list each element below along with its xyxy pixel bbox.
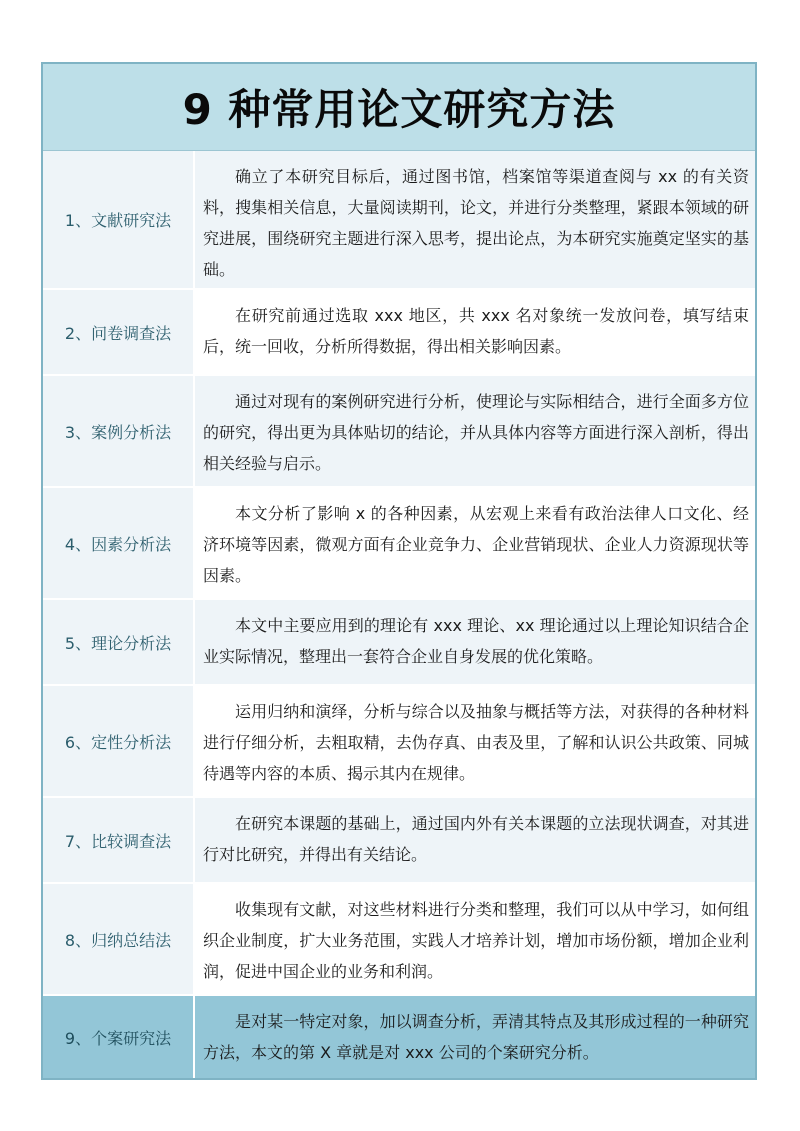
page-title: 9 种常用论文研究方法 <box>43 64 755 151</box>
method-description: 运用归纳和演绎，分析与综合以及抽象与概括等方法，对获得的各种材料进行仔细分析，去粗取精，去伪存真、由表及里，了解和认识公共政策、同城待遇等内容的本质、揭示其内在规律。 <box>203 702 749 783</box>
method-description: 在研究前通过选取 xxx 地区，共 xxx 名对象统一发放问卷，填写结束后，统一回收，分析所得数据，得出相关影响因素。 <box>203 306 749 356</box>
method-label: 3、案例分析法 <box>43 376 195 486</box>
method-description: 收集现有文献，对这些材料进行分类和整理，我们可以从中学习，如何组织企业制度，扩大业务范围，实践人才培养计划，增加市场份额，增加企业利润，促进中国企业的业务和利润。 <box>203 900 749 981</box>
method-label: 2、问卷调查法 <box>43 290 195 374</box>
method-label: 7、比较调查法 <box>43 798 195 882</box>
method-label: 9、个案研究法 <box>43 996 195 1078</box>
table-row <box>43 600 755 686</box>
table-row <box>43 884 755 996</box>
method-description: 本文中主要应用到的理论有 xxx 理论、xx 理论通过以上理论知识结合企业实际情况，整理出一套符合企业自身发展的优化策略。 <box>203 616 749 666</box>
method-label: 6、定性分析法 <box>43 686 195 796</box>
method-label: 5、理论分析法 <box>43 600 195 684</box>
method-description: 在研究本课题的基础上，通过国内外有关本课题的立法现状调查，对其进行对比研究，并得出有关结论。 <box>203 814 749 864</box>
method-label: 4、因素分析法 <box>43 488 195 598</box>
table-row <box>43 376 755 488</box>
table-row <box>43 290 755 376</box>
methods-table <box>41 62 757 1080</box>
table-row <box>43 996 755 1078</box>
table-row <box>43 686 755 798</box>
method-description: 本文分析了影响 x 的各种因素，从宏观上来看有政治法律人口文化、经济环境等因素，微观方面有企业竞争力、企业营销现状、企业人力资源现状等因素。 <box>203 504 749 585</box>
method-label: 8、归纳总结法 <box>43 884 195 994</box>
table-row <box>43 488 755 600</box>
method-description: 确立了本研究目标后，通过图书馆，档案馆等渠道查阅与 xx 的有关资料，搜集相关信息，大量阅读期刊，论文，并进行分类整理，紧跟本领域的研究进展，围绕研究主题进行深入思考，提出论点，为本研究实施奠定坚实的基础。 <box>203 167 749 279</box>
table-row <box>43 798 755 884</box>
method-label: 1、文献研究法 <box>43 151 195 288</box>
method-description: 通过对现有的案例研究进行分析，使理论与实际相结合，进行全面多方位的研究，得出更为具体贴切的结论，并从具体内容等方面进行深入剖析，得出相关经验与启示。 <box>203 392 749 473</box>
method-description: 是对某一特定对象，加以调查分析，弄清其特点及其形成过程的一种研究方法，本文的第 X 章就是对 xxx 公司的个案研究分析。 <box>203 1012 749 1062</box>
table-row <box>43 151 755 290</box>
